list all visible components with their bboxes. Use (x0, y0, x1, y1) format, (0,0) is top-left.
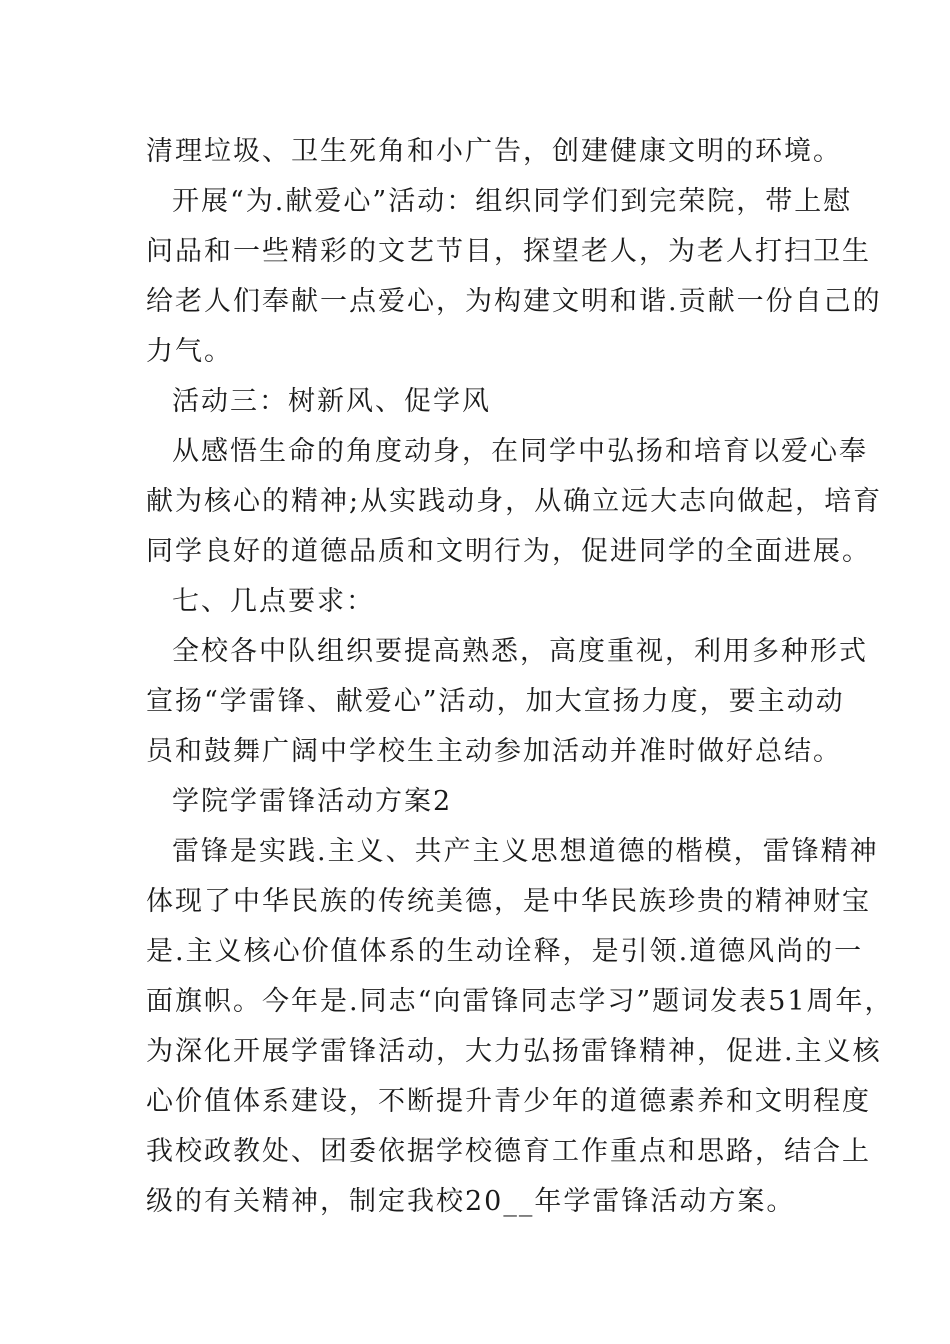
text-line: 面旗帜。今年是.同志“向雷锋同志学习”题词发表51周年， (146, 986, 894, 1017)
text-line: 从感悟生命的角度动身，在同学中弘扬和培育以爱心奉 (172, 436, 868, 467)
section-heading: 七、几点要求： (172, 586, 375, 617)
text-line: 给老人们奉献一点爱心，为构建文明和谐.贡献一份自己的 (146, 286, 882, 317)
section-heading: 活动三：树新风、促学风 (172, 386, 491, 417)
text-line: 是.主义核心价值体系的生动诠释，是引领.道德风尚的一 (146, 936, 864, 967)
text-line: 员和鼓舞广阔中学校生主动参加活动并准时做好总结。 (146, 736, 842, 767)
text-line: 清理垃圾、卫生死角和小广告，创建健康文明的环境。 (146, 136, 842, 167)
text-line: 雷锋是实践.主义、共产主义思想道德的楷模，雷锋精神 (172, 836, 879, 867)
text-line: 心价值体系建设，不断提升青少年的道德素养和文明程度 (146, 1086, 871, 1117)
text-line: 献为核心的精神;从实践动身，从确立远大志向做起，培育 (146, 486, 883, 517)
text-line: 问品和一些精彩的文艺节目，探望老人，为老人打扫卫生 (146, 236, 871, 267)
text-line: 为深化开展学雷锋活动，大力弘扬雷锋精神，促进.主义核 (146, 1036, 882, 1067)
text-line: 开展“为.献爱心”活动：组织同学们到完荣院，带上慰 (172, 186, 853, 217)
text-line: 同学良好的道德品质和文明行为，促进同学的全面进展。 (146, 536, 871, 567)
text-line: 级的有关精神，制定我校20__年学雷锋活动方案。 (146, 1186, 796, 1217)
text-line: 宣扬“学雷锋、献爱心”活动，加大宣扬力度，要主动动 (146, 686, 845, 717)
document-title: 学院学雷锋活动方案2 (172, 786, 453, 817)
text-line: 体现了中华民族的传统美德，是中华民族珍贵的精神财宝 (146, 886, 871, 917)
text-line: 全校各中队组织要提高熟悉，高度重视，利用多种形式 (172, 636, 868, 667)
text-line: 力气。 (146, 336, 233, 367)
text-line: 我校政教处、团委依据学校德育工作重点和思路，结合上 (146, 1136, 871, 1167)
